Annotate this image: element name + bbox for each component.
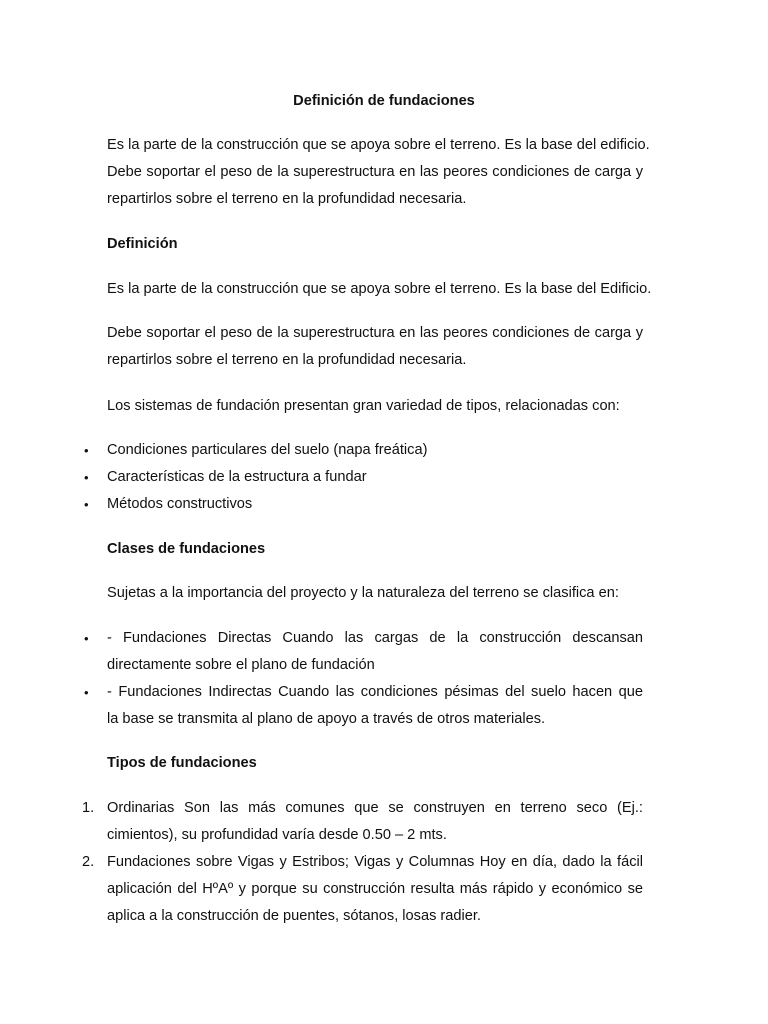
class-item-indirect-line-2: la base se transmita al plano de apoyo a través de otros materiales. xyxy=(107,711,546,727)
types-heading: Tipos de fundaciones xyxy=(107,755,257,771)
type-item-2-line-1: Fundaciones sobre Vigas y Estribos; Vigas y Columnas Hoy en día, dado la fácil xyxy=(107,854,643,870)
list-item: Métodos constructivos xyxy=(107,496,253,512)
definition-paragraph-3: Los sistemas de fundación presentan gran variedad de tipos, relacionadas con: xyxy=(107,398,620,414)
class-item-direct-line-1: - Fundaciones Directas Cuando las cargas de la construcción descansan xyxy=(107,630,643,646)
bullet-icon: • xyxy=(84,443,89,458)
class-item-indirect-line-1: - Fundaciones Indirectas Cuando las condiciones pésimas del suelo hacen que xyxy=(107,684,643,700)
bullet-icon: • xyxy=(84,497,89,512)
type-item-1-line-1: Ordinarias Son las más comunes que se construyen en terreno seco (Ej.: xyxy=(107,800,643,816)
intro-line-1: Es la parte de la construcción que se apoya sobre el terreno. Es la base del edificio. xyxy=(107,137,650,153)
classes-intro: Sujetas a la importancia del proyecto y la naturaleza del terreno se clasifica en: xyxy=(107,585,619,601)
type-item-2-line-3: aplica a la construcción de puentes, sótanos, losas radier. xyxy=(107,908,481,924)
list-number: 2. xyxy=(82,854,95,870)
class-item-direct-line-2: directamente sobre el plano de fundación xyxy=(107,657,375,673)
intro-line-3: repartirlos sobre el terreno en la profundidad necesaria. xyxy=(107,191,467,207)
type-item-1-line-2: cimientos), su profundidad varía desde 0.50 – 2 mts. xyxy=(107,827,447,843)
definition-heading: Definición xyxy=(107,236,178,252)
definition-paragraph-1: Es la parte de la construcción que se apoya sobre el terreno. Es la base del Edificio. xyxy=(107,281,652,297)
definition-paragraph-2-line-1: Debe soportar el peso de la superestructura en las peores condiciones de carga y xyxy=(107,325,643,341)
bullet-icon: • xyxy=(84,685,89,700)
bullet-icon: • xyxy=(84,470,89,485)
intro-line-2: Debe soportar el peso de la superestructura en las peores condiciones de carga y xyxy=(107,164,643,180)
page-title: Definición de fundaciones xyxy=(293,93,475,109)
list-item: Características de la estructura a fundar xyxy=(107,469,367,485)
type-item-2-line-2: aplicación del HºAº y porque su construcción resulta más rápido y económico se xyxy=(107,881,643,897)
definition-paragraph-2-line-2: repartirlos sobre el terreno en la profundidad necesaria. xyxy=(107,352,467,368)
bullet-icon: • xyxy=(84,631,89,646)
list-item: Condiciones particulares del suelo (napa freática) xyxy=(107,442,428,458)
list-number: 1. xyxy=(82,800,95,816)
classes-heading: Clases de fundaciones xyxy=(107,541,266,557)
